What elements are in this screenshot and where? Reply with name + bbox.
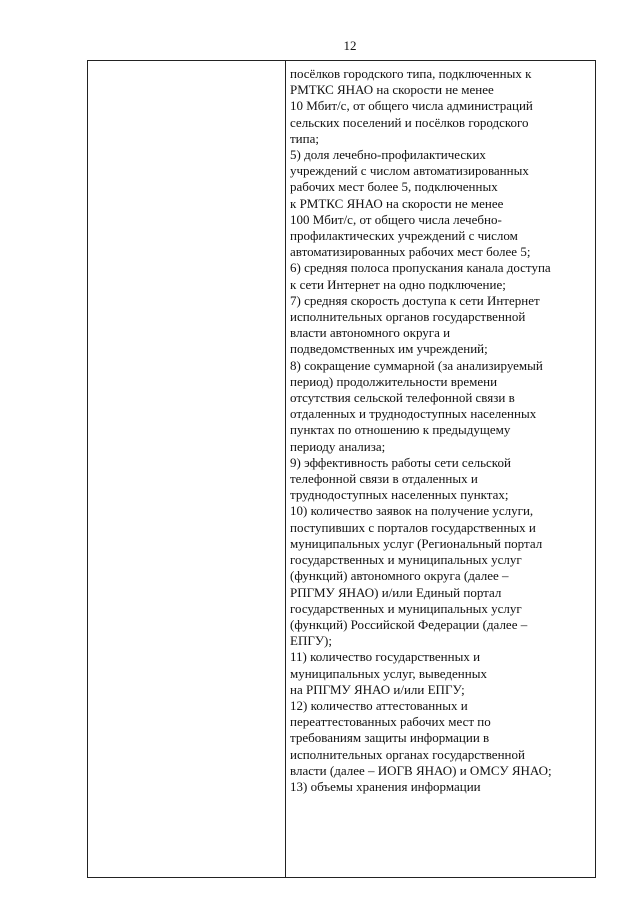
text-line: период) продолжительности времени: [290, 373, 498, 389]
text-line: государственных и муниципальных услуг: [290, 552, 522, 568]
text-line: 12) количество аттестованных и: [290, 697, 468, 713]
text-line: отсутствия сельской телефонной связи в: [290, 390, 515, 406]
text-line: 100 Мбит/с, от общего числа лечебно-: [290, 211, 502, 227]
text-line: 11) количество государственных и: [290, 649, 481, 665]
text-line: к РМТКС ЯНАО на скорости не менее: [290, 195, 504, 211]
table-right-cell: [286, 61, 595, 877]
text-line: муниципальных услуг, выведенных: [290, 665, 487, 681]
text-line: власти автономного округа и: [290, 325, 451, 341]
text-line: учреждений с числом автоматизированных: [290, 163, 529, 179]
text-line: подведомственных им учреждений;: [290, 341, 488, 357]
text-line: 10) количество заявок на получение услуги,: [290, 503, 534, 519]
text-line: телефонной связи в отдаленных и: [290, 471, 478, 487]
page-number: 12: [343, 38, 357, 53]
text-line: 13) объемы хранения информации: [290, 778, 481, 794]
text-line: власти (далее – ИОГВ ЯНАО) и ОМСУ ЯНАО;: [290, 762, 552, 778]
text-line: исполнительных органах государственной: [290, 746, 525, 762]
text-line: посёлков городского типа, подключенных к: [290, 66, 532, 81]
text-line: 5) доля лечебно-профилактических: [290, 147, 486, 163]
text-line: рабочих мест более 5, подключенных: [290, 179, 498, 195]
text-line: пунктах по отношению к предыдущему: [290, 422, 511, 438]
text-line: к сети Интернет на одно подключение;: [290, 276, 506, 292]
text-line: поступивших с порталов государственных и: [290, 519, 536, 535]
text-line: 10 Мбит/с, от общего числа администраций: [290, 98, 533, 114]
text-line: 7) средняя скорость доступа к сети Интернет: [290, 292, 540, 308]
text-line: 6) средняя полоса пропускания канала доступа: [290, 260, 551, 276]
text-line: РМТКС ЯНАО на скорости не менее: [290, 82, 494, 98]
text-line: требованиям защиты информации в: [290, 730, 490, 746]
text-line: исполнительных органов государственной: [290, 309, 526, 325]
text-line: отдаленных и труднодоступных населенных: [290, 406, 537, 422]
text-line: государственных и муниципальных услуг: [290, 600, 522, 616]
text-line: муниципальных услуг (Региональный портал: [290, 535, 543, 551]
text-line: автоматизированных рабочих мест более 5;: [290, 244, 531, 260]
text-line: периоду анализа;: [290, 438, 386, 454]
text-line: труднодоступных населенных пунктах;: [290, 487, 509, 503]
text-line: 8) сокращение суммарной (за анализируемый: [290, 357, 543, 373]
document-table: [87, 60, 596, 878]
text-line: (функций) Российской Федерации (далее –: [290, 616, 528, 632]
text-line: типа;: [290, 130, 319, 146]
text-line: ЕПГУ);: [290, 633, 332, 649]
text-line: профилактических учреждений с числом: [290, 228, 518, 244]
text-line: переаттестованных рабочих мест по: [290, 714, 491, 730]
text-line: (функций) автономного округа (далее –: [290, 568, 509, 584]
text-line: сельских поселений и посёлков городского: [290, 114, 529, 130]
text-line: на РПГМУ ЯНАО и/или ЕПГУ;: [290, 681, 465, 697]
text-line: 9) эффективность работы сети сельской: [290, 454, 511, 470]
table-left-cell: [88, 61, 285, 877]
text-line: РПГМУ ЯНАО) и/или Единый портал: [290, 584, 502, 600]
